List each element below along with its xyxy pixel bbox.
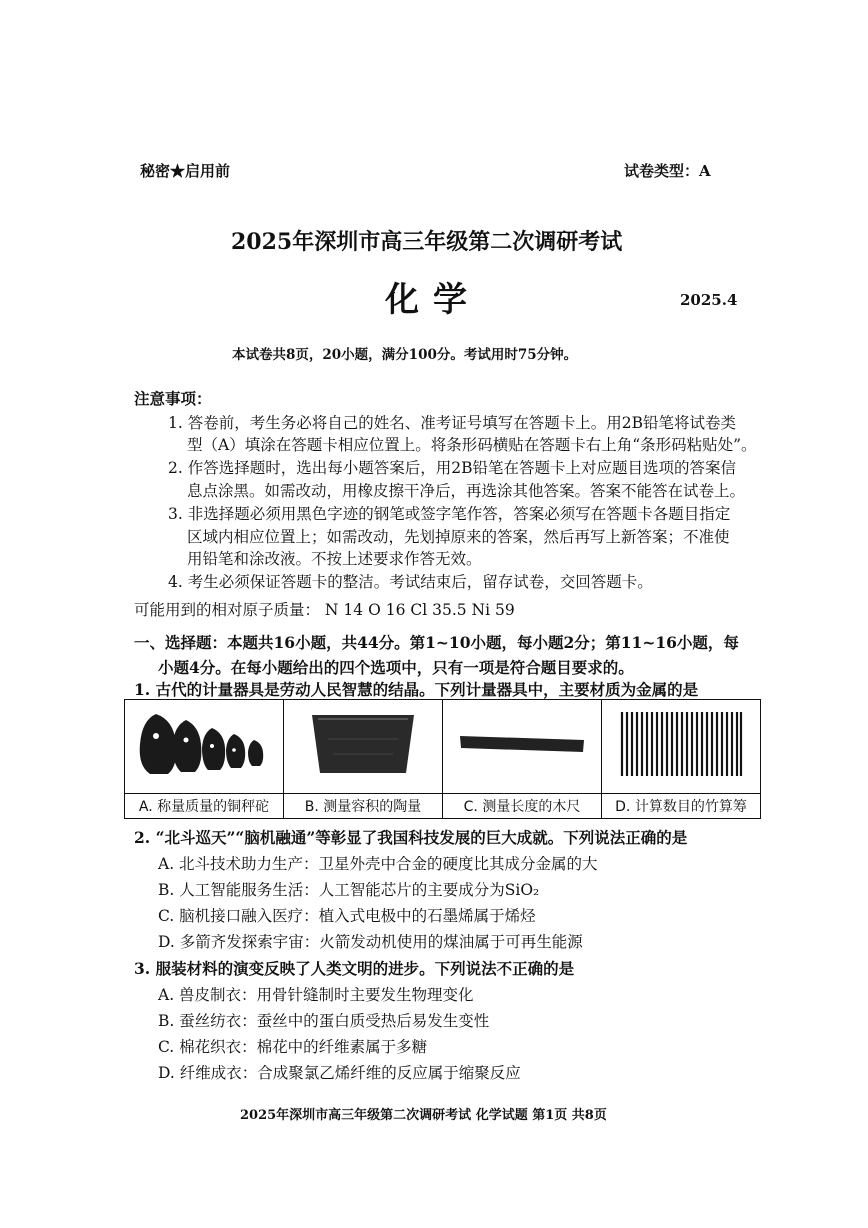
exam-info: 本试卷共8页，20小题，满分100分。考试用时75分钟。 [232, 347, 578, 363]
q2-option-a: A. 北斗技术助力生产：卫星外壳中合金的硬度比其成分金属的大 [158, 855, 598, 873]
note-line: 4. 考生必须保证答题卡的整洁。考试结束后，留存试卷，交回答题卡。 [168, 573, 653, 591]
q2-option-c: C. 脑机接口融入医疗：植入式电极中的石墨烯属于烯烃 [158, 907, 536, 925]
q1-option-table [124, 699, 761, 819]
section-heading: 一、选择题：本题共16小题，共44分。第1~10小题，每小题2分；第11~16小题，每 [134, 633, 739, 652]
option-a-image [125, 700, 284, 794]
note-line: 用铅笔和涂改液。不按上述要求作答无效。 [187, 550, 482, 568]
q3-option-d: D. 纤维成衣：合成聚氯乙烯纤维的反应属于缩聚反应 [158, 1064, 521, 1082]
q2-option-b: B. 人工智能服务生活：人工智能芯片的主要成分为SiO₂ [158, 881, 540, 899]
page-footer: 2025年深圳市高三年级第二次调研考试 化学试题 第1页 共8页 [240, 1108, 607, 1123]
note-line: 型（A）填涂在答题卡相应位置上。将条形码横贴在答题卡右上角“条形码粘贴处”。 [187, 436, 757, 454]
option-a-caption: A. 称量质量的铜秤砣 [125, 793, 284, 818]
note-line: 1. 答卷前，考生务必将自己的姓名、准考证号填写在答题卡上。用2B铅笔将试卷类 [168, 414, 736, 432]
q3-option-a: A. 兽皮制衣：用骨针缝制时主要发生物理变化 [158, 986, 474, 1004]
notes-heading: 注意事项： [134, 389, 212, 408]
bronze-weights-icon [134, 708, 274, 780]
note-line: 3. 非选择题必须用黑色字迹的钢笔或签字笔作答，答案必须写在答题卡各题目指定 [168, 505, 731, 523]
q3-stem: 3. 服装材料的演变反映了人类文明的进步。下列说法不正确的是 [134, 959, 575, 978]
exam-title: 2025年深圳市高三年级第二次调研考试 [231, 229, 623, 255]
option-b-caption: B. 测量容积的陶量 [284, 793, 443, 818]
option-c-image [443, 700, 602, 794]
pottery-measure-icon [308, 709, 418, 779]
q2-stem: 2. “北斗巡天”“脑机融通”等彰显了我国科技发展的巨大成就。下列说法正确的是 [134, 828, 688, 847]
wooden-ruler-icon [457, 724, 587, 764]
q2-option-d: D. 多箭齐发探索宇宙：火箭发动机使用的煤油属于可再生能源 [158, 933, 583, 951]
note-line: 2. 作答选择题时，选出每小题答案后，用2B铅笔在答题卡上对应题目选项的答案信 [168, 459, 736, 477]
q3-option-c: C. 棉花织衣：棉花中的纤维素属于多糖 [158, 1038, 428, 1056]
subject-title: 化学 [385, 280, 481, 320]
note-line: 息点涂黑。如需改动，用橡皮擦干净后，再选涂其他答案。答案不能答在试卷上。 [187, 482, 746, 500]
option-c-caption: C. 测量长度的木尺 [443, 793, 602, 818]
q3-option-b: B. 蚕丝纺衣：蚕丝中的蛋白质受热后易发生变性 [158, 1012, 490, 1030]
note-line: 区域内相应位置上；如需改动，先划掉原来的答案，然后再写上新答案；不准使 [187, 528, 730, 546]
option-d-image [602, 700, 761, 794]
secret-label: 秘密★启用前 [140, 162, 231, 180]
paper-type-label: 试卷类型：A [624, 162, 711, 180]
exam-date: 2025.4 [680, 291, 738, 309]
section-heading-cont: 小题4分。在每小题给出的四个选项中，只有一项是符合题目要求的。 [158, 658, 634, 677]
bamboo-counting-rods-icon [616, 708, 746, 780]
atomic-masses: 可能用到的相对原子质量： N 14 O 16 Cl 35.5 Ni 59 [134, 601, 515, 619]
q1-stem: 1. 古代的计量器具是劳动人民智慧的结晶。下列计量器具中，主要材质为金属的是 [134, 680, 699, 699]
option-b-image [284, 700, 443, 794]
option-d-caption: D. 计算数目的竹算筹 [602, 793, 761, 818]
